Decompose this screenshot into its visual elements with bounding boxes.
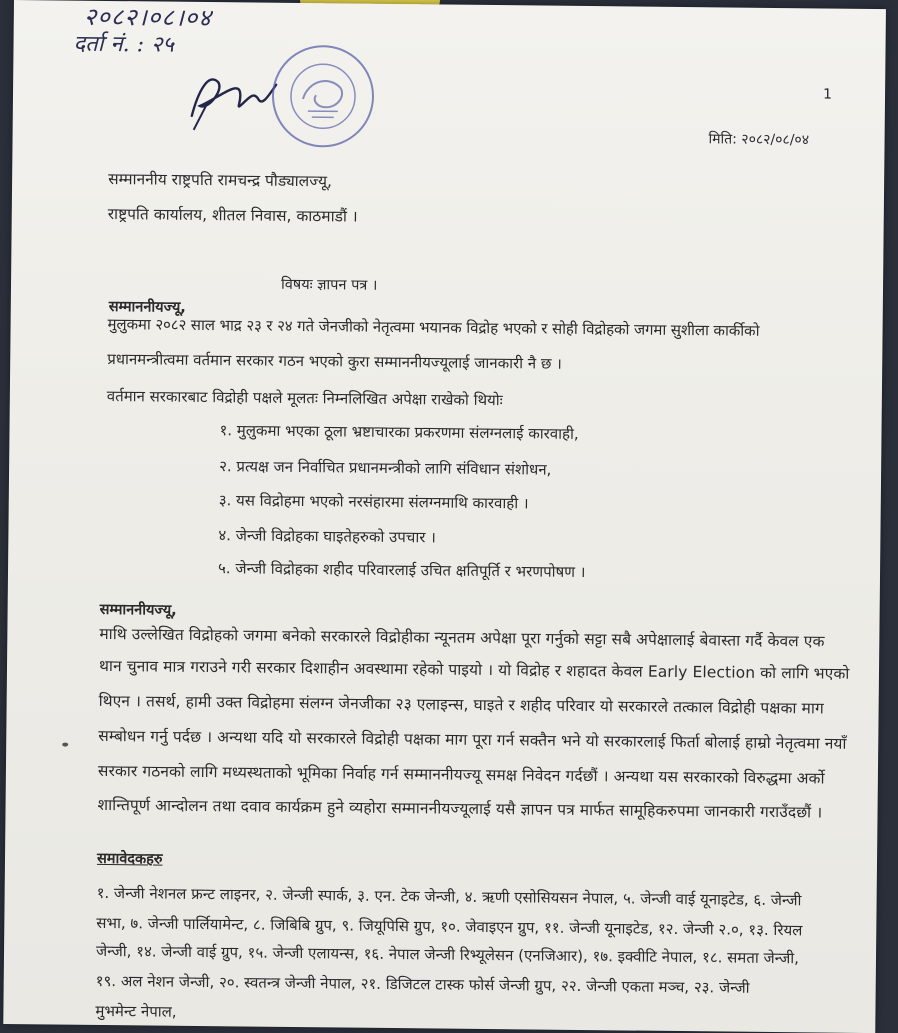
ink-dot [62, 743, 68, 747]
subject-line: विषयः ज्ञापन पत्र । [280, 276, 378, 294]
signatories-line: १. जेन्जी नेशनल फ्रन्ट लाइनर, २. जेन्जी स्पार्क, ३. एन. टेक जेन्जी, ४. ऋणी एसोसियसन नेपाल, ५. जेन्जी वाई यूनाइटेड, ६. जेन्जी [96, 883, 802, 910]
paragraph-2: वर्तमान सरकारबाट विद्रोही पक्षले मूलतः निम्नलिखित अपेक्षा राखेको थियोः [106, 386, 503, 410]
signatories-line: मुभमेन्ट नेपाल, [95, 1001, 177, 1021]
salutation: सम्माननीयज्यू, [108, 299, 186, 316]
letter-page [3, 0, 886, 1033]
recipient-line-2: राष्ट्रपति कार्यालय, शीतल निवास, काठमाडौं । [107, 204, 358, 226]
expectation-item: १. मुलुकमा भएका ठूला भ्रष्टाचारका प्रकरणमा संलग्नलाई कारवाही, [219, 421, 579, 443]
recipient-line-1: सम्माननीय राष्ट्रपति रामचन्द्र पौड्यालज्यू, [108, 169, 333, 191]
signatories-line: १९. अल नेशन जेन्जी, २०. स्वतन्त्र जेन्जी नेपाल, २१. डिजिटल टास्क फोर्स जेन्जी ग्रुप, २२. जेन्जी एकता मञ्च, २३. जेन्जी [95, 971, 750, 997]
letter-date: मिति: २०८२/०८/०४ [708, 131, 810, 149]
expectation-item: २. प्रत्यक्ष जन निर्वाचित प्रधानमन्त्रीको लागि संविधान संशोधन, [219, 457, 552, 479]
signatories-line: सभा, ७. जेन्जी पार्लियामेन्ट, ८. जिबिबि ग्रुप, ९. जियूपिसि ग्रुप, १०. जेवाइएन ग्रुप, ११. जेन्जी यूनाइटेड, १२. जेन्जी २.०, १३. रियल [96, 913, 803, 940]
paragraph-1-line-1: मुलुकमा २०८२ साल भाद्र २३ र २४ गते जेनजीको नेतृत्वमा भयानक विद्रोह भएको र सोही विद्रोहको जगमा सुशीला कार्कीको [107, 314, 760, 340]
body-line: माथि उल्लेखित विद्रोहको जगमा बनेको सरकारले विद्रोहीका न्यूनतम अपेक्षा पूरा गर्नुको सट्टा सबै अपेक्षालाई बेवास्ता गर्दै केवल एक [99, 624, 825, 651]
expectation-item: ३. यस विद्रोहमा भएको नरसंहारमा संलग्नमाथि कारवाही । [218, 491, 529, 513]
body-line: शान्तिपूर्ण आन्दोलन तथा दवाव कार्यक्रम हुने व्यहोरा सम्माननीयज्यूलाई यसै ज्ञापन पत्र मार्फत सामूहिकरुपमा जानकारी गराउँदछौं । [97, 795, 823, 822]
handwritten-date-note: २०८२।०८।०४ [83, 2, 213, 33]
body-line: सरकार गठनको लागि मध्यस्थताको भूमिका निर्वाह गर्न सम्माननीयज्यू समक्ष निवेदन गर्दछौं । अन्यथा यस सरकारको विरुद्धमा अर्को [97, 761, 825, 788]
body-line: थान चुनाव मात्र गराउने गरी सरकार दिशाहीन अवस्थामा रहेको पाइयो । यो विद्रोह र शहादत केवल Early Election को लागि भएको [98, 656, 850, 683]
body-line: थिएन । तसर्थ, हामी उक्त विद्रोहमा संलग्न जेनजीका २३ एलाइन्स, घाइते र शहीद परिवार यो सरकारले तत्काल विद्रोही पक्षका माग [98, 691, 824, 718]
organization-seal [267, 41, 378, 152]
signatories-heading: समावेदकहरु [96, 850, 163, 868]
expectation-item: ४. जेन्जी विद्रोहका घाइतेहरुको उपचार । [218, 526, 436, 547]
page-number: 1 [822, 86, 833, 103]
expectation-item: ५. जेन्जी विद्रोहका शहीद परिवारलाई उचित क्षतिपूर्ति र भरणपोषण । [217, 559, 586, 582]
salutation-2: सम्माननीयज्यू, [99, 601, 177, 619]
signatories-line: जेन्जी, १४. जेन्जी वाई ग्रुप, १५. जेन्जी एलायन्स, १६. नेपाल जेन्जी रिभ्यूलेसन (एनजिआर), १७. इक्वीटि नेपाल, १८. समता जेन्जी, [95, 941, 800, 968]
paragraph-1-line-2: प्रधानमन्त्रीत्वमा वर्तमान सरकार गठन भएको कुरा सम्माननीयज्यूलाई जानकारी नै छ । [107, 349, 563, 373]
handwritten-registration-number: दर्ता नं. : २५ [73, 31, 175, 58]
body-line: सम्बोधन गर्नु पर्दछ । अन्यथा यदि यो सरकारले विद्रोही पक्षका माग पूरा गर्न सक्तैन भने यो सरकारलाई फिर्ता बोलाई हाम्रो नेतृत्वमा नयाँ [98, 726, 847, 753]
